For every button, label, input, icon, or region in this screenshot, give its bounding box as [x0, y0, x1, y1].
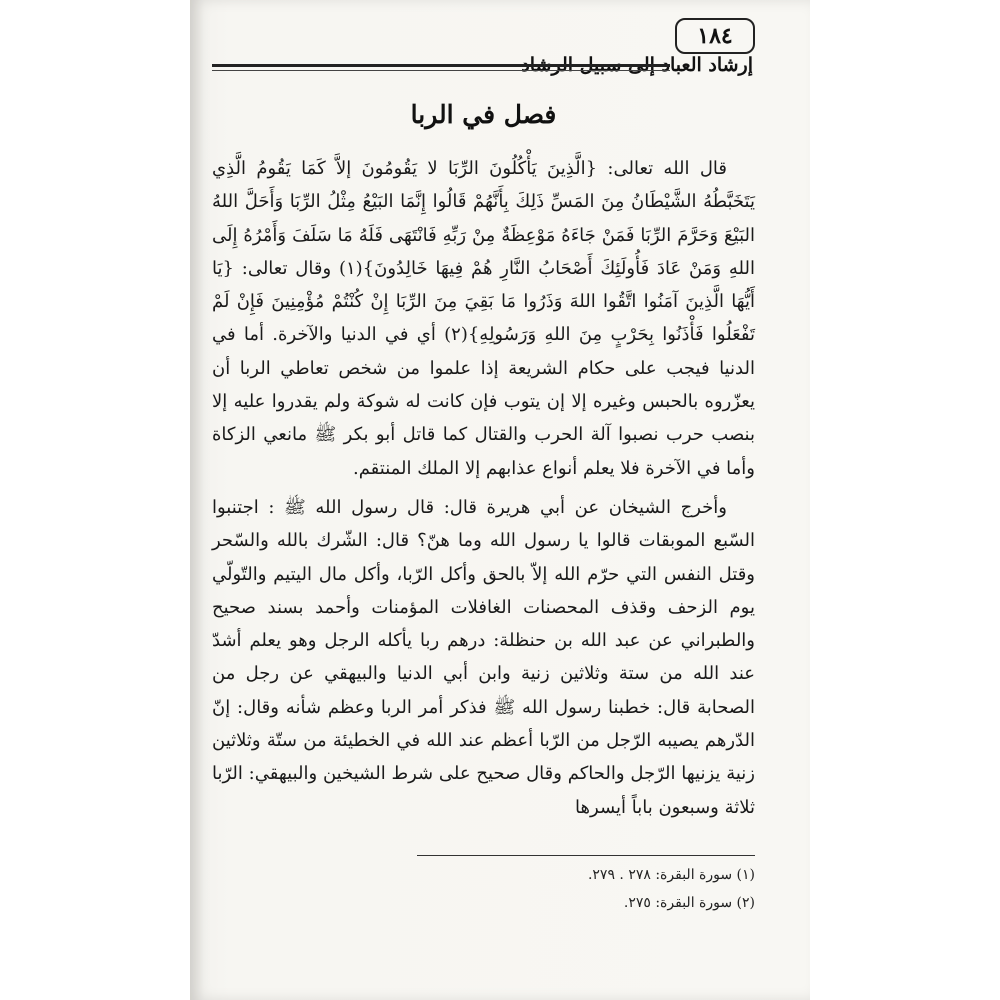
paragraph: قال الله تعالى: {الَّذِينَ يَأْكُلُونَ الرِّبَا لا يَقُومُونَ إلاَّ كَمَا يَقُومُ الَّذِي يَتَخَبَّطُهُ الشَّيْطَانُ مِنَ المَسِّ ذَلِكَ بِأَنَّهُمْ قَالُوا إِنَّمَا البَيْعُ مِثْلُ الرِّبَا وَأَحَلَّ اللهُ البَيْعَ وَحَرَّمَ الرِّبَا فَمَنْ جَاءَهُ مَوْعِظَةٌ مِنْ رَبِّهِ فَانْتَهَى فَلَهُ مَا سَلَفَ وَأَمْرُهُ إِلَى اللهِ وَمَنْ عَادَ فَأُولَئِكَ أَصْحَابُ النَّارِ هُمْ فِيهَا خَالِدُونَ}(١) وقال تعالى: {يَا أَيُّهَا الَّذِينَ آمَنُوا اتَّقُوا اللهَ وَذَرُوا مَا بَقِيَ مِنَ الرِّبَا إِنْ كُنْتُمْ مُؤْمِنِينَ فَإِنْ لَمْ تَفْعَلُوا فَأْذَنُوا بِحَرْبٍ مِنَ اللهِ وَرَسُولِهِ}(٢) أي في الدنيا والآخرة. أما في الدنيا فيجب على حكام الشريعة إذا علموا من شخص تعاطي الربا أن يعزّروه بالحبس وغيره إلا إن يتوب فإن كانت له شوكة ولم يقدروا عليه إلا بنصب حرب نصبوا آلة الحرب والقتال كما قاتل أبو بكر ﷺ مانعي الزكاة وأما في الآخرة فلا يعلم أنواع عذابهم إلا الملك المنتقم. — [212, 158, 755, 479]
paragraph: وأخرج الشيخان عن أبي هريرة قال: قال رسول الله ﷺ : اجتنبوا السّبع الموبقات قالوا يا رسول الله وما هنّ؟ قال: الشّرك بالله والسّحر وقتل النفس التي حرّم الله إلاّ بالحق وأكل الرّبا، وأكل مال اليتيم والتّولّي يوم الزحف وقذف المحصنات الغافلات المؤمنات وأحمد بسند صحيح والطبراني عن عبد الله بن حنظلة: درهم ربا يأكله الرجل وهو يعلم أشدّ عند الله من ستة وثلاثين زنية وابن أبي الدنيا والبيهقي عن رجل من الصحابة قال: خطبنا رسول الله ﷺ فذكر أمر الربا وعظم شأنه وقال: إنّ الدّرهم يصيبه الرّجل من الرّبا أعظم عند الله في الخطيئة من ستّة وثلاثين زنية يزنيها الرّجل والحاكم وقال صحيح على شرط الشيخين والبيهقي: الرّبا ثلاثة وسبعون باباً أيسرها — [212, 496, 755, 818]
header-rule-thin — [212, 70, 670, 71]
body-text — [212, 152, 755, 824]
footnote: (١) سورة البقرة: ٢٧٨ . ٢٧٩. — [587, 867, 755, 883]
header-rule — [212, 64, 670, 67]
footnote: (٢) سورة البقرة: ٢٧٥. — [623, 895, 755, 911]
page-content — [212, 0, 755, 1000]
section-title: فصل في الربا — [410, 100, 557, 129]
footnotes — [212, 862, 755, 918]
footnote-separator — [417, 855, 755, 856]
page-header — [212, 10, 755, 76]
page-number: ١٨٤ — [675, 18, 755, 54]
book-page — [190, 0, 810, 1000]
running-title: إرشاد العباد إلى سبيل الرشاد — [521, 54, 753, 76]
